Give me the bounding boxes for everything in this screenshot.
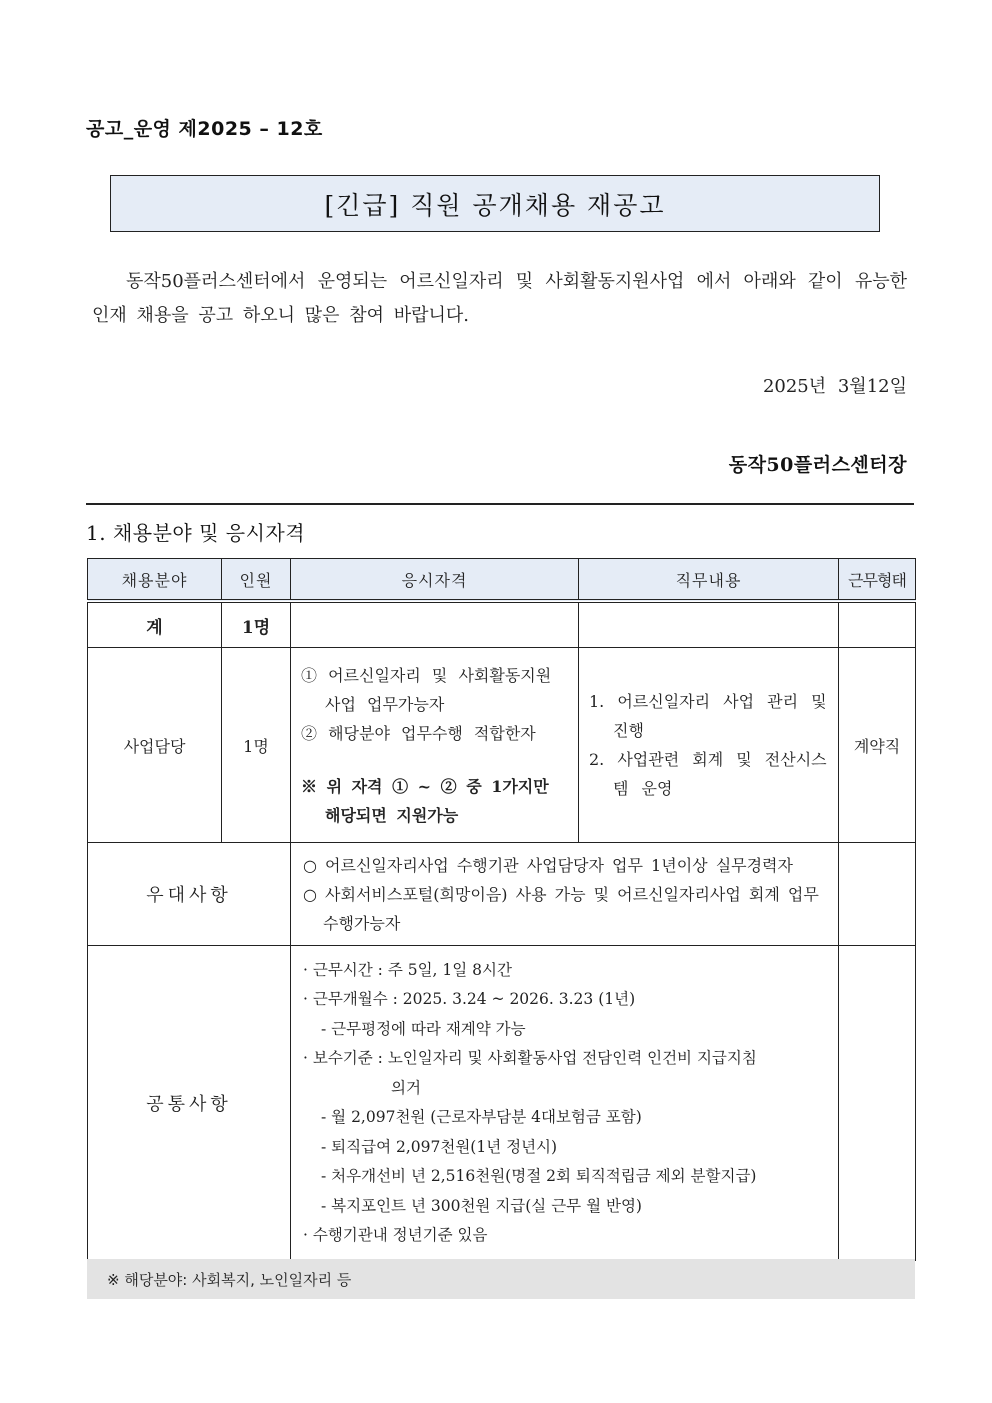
position-field: 사업담당 bbox=[88, 648, 222, 843]
footnote-text: ※ 해당분야: 사회복지, 노인일자리 등 bbox=[107, 1270, 352, 1289]
document-title: [긴급] 직원 공개채용 재공고 bbox=[324, 190, 666, 220]
header-field: 채용분야 bbox=[88, 559, 222, 602]
common-line: 의거 bbox=[391, 1078, 421, 1097]
common-content bbox=[291, 946, 839, 1261]
notice-date: 2025년 3월12일 bbox=[762, 376, 907, 397]
position-count: 1명 bbox=[222, 648, 291, 843]
common-line: - 처우개선비 년 2,516천원(명절 2회 퇴직적립금 제외 분할지급) bbox=[321, 1167, 757, 1185]
position-type: 계약직 bbox=[839, 648, 916, 843]
common-line: · 근무개월수 : 2025. 3.24 ~ 2026. 3.23 (1년) bbox=[303, 990, 636, 1008]
common-label: 공통사항 bbox=[88, 946, 291, 1261]
document-title-box bbox=[110, 175, 880, 232]
recruitment-table bbox=[87, 558, 916, 1261]
qualification-item: ① 어르신일자리 및 사회활동지원 사업 업무가능자 bbox=[301, 665, 552, 714]
total-count: 1명 bbox=[222, 601, 291, 648]
common-line: · 수행기관내 정년기준 있음 bbox=[303, 1226, 488, 1244]
qualification-note: ※ 위 자격 ① ~ ② 중 1가지만 해당되면 지원가능 bbox=[301, 776, 549, 825]
header-qualification: 응시자격 bbox=[291, 559, 579, 602]
duty-item: 1. 어르신일자리 사업 관리 및 진행 bbox=[589, 692, 827, 740]
header-employment-type: 근무형태 bbox=[839, 559, 916, 602]
table-row-preferences bbox=[88, 843, 916, 946]
total-qualification bbox=[291, 601, 579, 648]
total-duties bbox=[579, 601, 839, 648]
issuer-name: 동작50플러스센터장 bbox=[728, 454, 907, 476]
preferences-label: 우대사항 bbox=[88, 843, 291, 946]
header-count: 인원 bbox=[222, 559, 291, 602]
notice-number: 공고_운영 제2025 – 12호 bbox=[86, 118, 323, 140]
common-line: · 근무시간 : 주 5일, 1일 8시간 bbox=[303, 960, 512, 979]
common-line: - 복지포인트 년 300천원 지급(실 근무 월 반영) bbox=[321, 1196, 642, 1215]
horizontal-divider bbox=[86, 503, 914, 505]
footnote bbox=[87, 1259, 915, 1299]
intro-text: 동작50플러스센터에서 운영되는 어르신일자리 및 사회활동지원사업 에서 아래와 같이 유능한 인재 채용을 공고 하오니 많은 참여 바랍니다. bbox=[92, 271, 907, 326]
preferences-content bbox=[291, 843, 839, 946]
total-field: 계 bbox=[88, 601, 222, 648]
header-duties: 직무내용 bbox=[579, 559, 839, 602]
total-type bbox=[839, 601, 916, 648]
duty-item: 2. 사업관련 회계 및 전산시스템 운영 bbox=[589, 750, 827, 798]
position-duties bbox=[579, 648, 839, 843]
common-line: - 근무평정에 따라 재계약 가능 bbox=[321, 1019, 526, 1038]
table-row-total bbox=[88, 601, 916, 648]
qualification-item: ② 해당분야 업무수행 적합한자 bbox=[301, 723, 536, 743]
position-qualifications bbox=[291, 648, 579, 843]
common-line: - 퇴직급여 2,097천원(1년 정년시) bbox=[321, 1137, 558, 1156]
common-line: · 보수기준 : 노인일자리 및 사회활동사업 전담인력 인건비 지급지침 bbox=[303, 1049, 757, 1067]
preferences-type bbox=[839, 843, 916, 946]
intro-paragraph bbox=[92, 265, 907, 333]
table-row-common bbox=[88, 946, 916, 1261]
table-header-row bbox=[88, 559, 916, 602]
common-line: - 월 2,097천원 (근로자부담분 4대보험금 포함) bbox=[321, 1108, 642, 1126]
preference-item: ○ 어르신일자리사업 수행기관 사업담당자 업무 1년이상 실무경력자 bbox=[303, 855, 793, 875]
section-title: 1. 채용분야 및 응시자격 bbox=[86, 521, 306, 545]
preference-item: ○ 사회서비스포털(희망이음) 사용 가능 및 어르신일자리사업 회계 업무 수행가능자 bbox=[303, 884, 819, 933]
common-type bbox=[839, 946, 916, 1261]
table-row-position bbox=[88, 648, 916, 843]
